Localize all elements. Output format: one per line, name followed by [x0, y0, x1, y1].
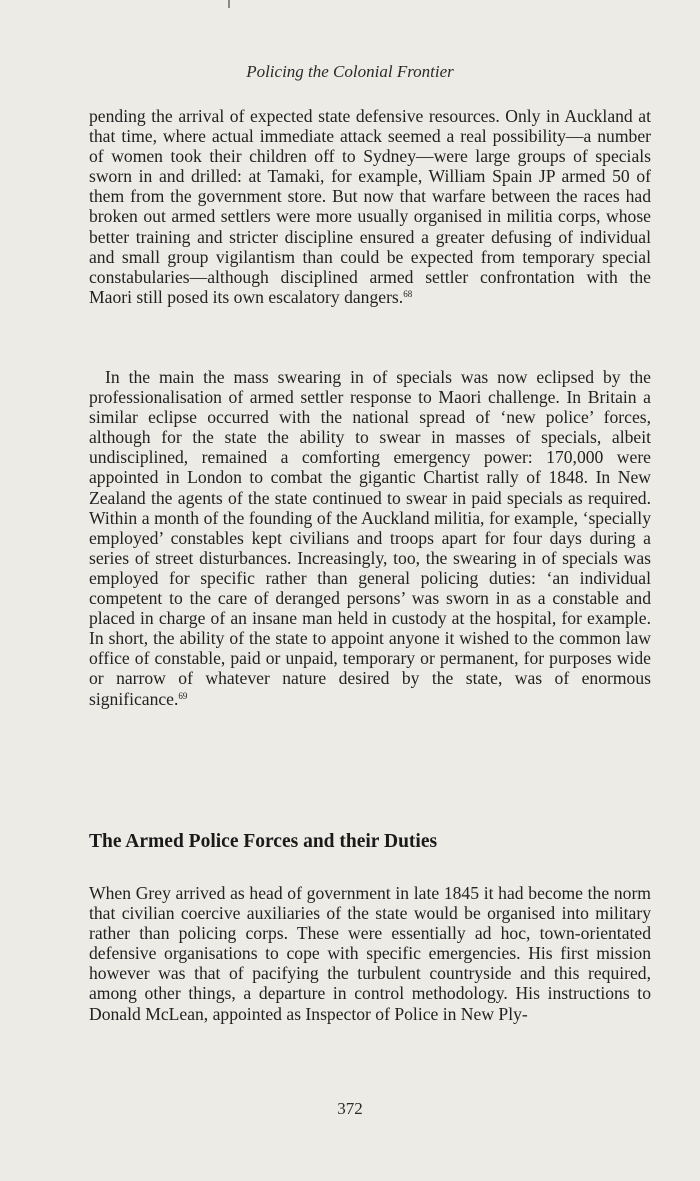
paragraph-2-text: In the main the mass swearing in of specials was now eclipsed by the professionalisation of armed settler response to Maori challenge. In Britain a similar eclipse occurred with the national spread of ‘new police’ forces, although for the state the ability to swear in masses of specials, albeit undisciplined, remained a comforting emergency power: 170,000 were appointed in London to combat the gigantic Chartist rally of 1848. In New Zealand the agents of the state continued to swear in paid specials as required. Within a month of the founding of the Auckland militia, for example, ‘specially employed’ constables kept civilians and troops apart for four days during a series of street disturbances. Increasingly, too, the swearing in of specials was employed for specific rather than general policing duties: ‘an individual competent to the care of deranged persons’ was sworn in as a constable and placed in charge of an insane man held in custody at the hospital, for example. In short, the ability of the state to appoint anyone it wished to the common law office of constable, paid or unpaid, temporary or permanent, for purposes wide or narrow of whatever nature desired by the state, was of enormous significance.	[89, 367, 651, 709]
running-head: Policing the Colonial Frontier	[246, 62, 454, 81]
scan-mark	[228, 0, 230, 8]
page-number: 372	[337, 1099, 363, 1118]
section-paragraph-text: When Grey arrived as head of government in late 1845 it had become the norm that civilian coercive auxiliaries of the state would be organised into military rather than policing corps. These were essentially ad hoc, town-orientated defensive organisations to cope with specific emergencies. His first mission however was that of pacifying the turbulent countryside and this required, among other things, a departure in control methodology. His instructions to Donald McLean, appointed as Inspector of Police in New Ply-	[89, 883, 651, 1024]
paragraph-1	[89, 106, 651, 307]
paragraph-2	[89, 367, 651, 709]
footnote-ref-68[interactable]: 68	[403, 288, 413, 299]
section-heading: The Armed Police Forces and their Duties	[89, 831, 438, 852]
footnote-ref-69[interactable]: 69	[178, 690, 188, 701]
paragraph-1-text: pending the arrival of expected state defensive resources. Only in Auckland at that time, where actual immediate attack seemed a real possibility—a number of women took their children off to Sydney—were large groups of specials sworn in and drilled: at Tamaki, for example, William Spain JP armed 50 of them from the government store. But now that warfare between the races had broken out armed settlers were more usually organised in militia corps, whose better training and stricter discipline ensured a greater defusing of individual and small group vigilantism than could be expected from temporary special constabularies—although disciplined armed settler confrontation with the Maori still posed its own escalatory dangers.	[89, 106, 651, 307]
section-paragraph	[89, 883, 651, 1024]
